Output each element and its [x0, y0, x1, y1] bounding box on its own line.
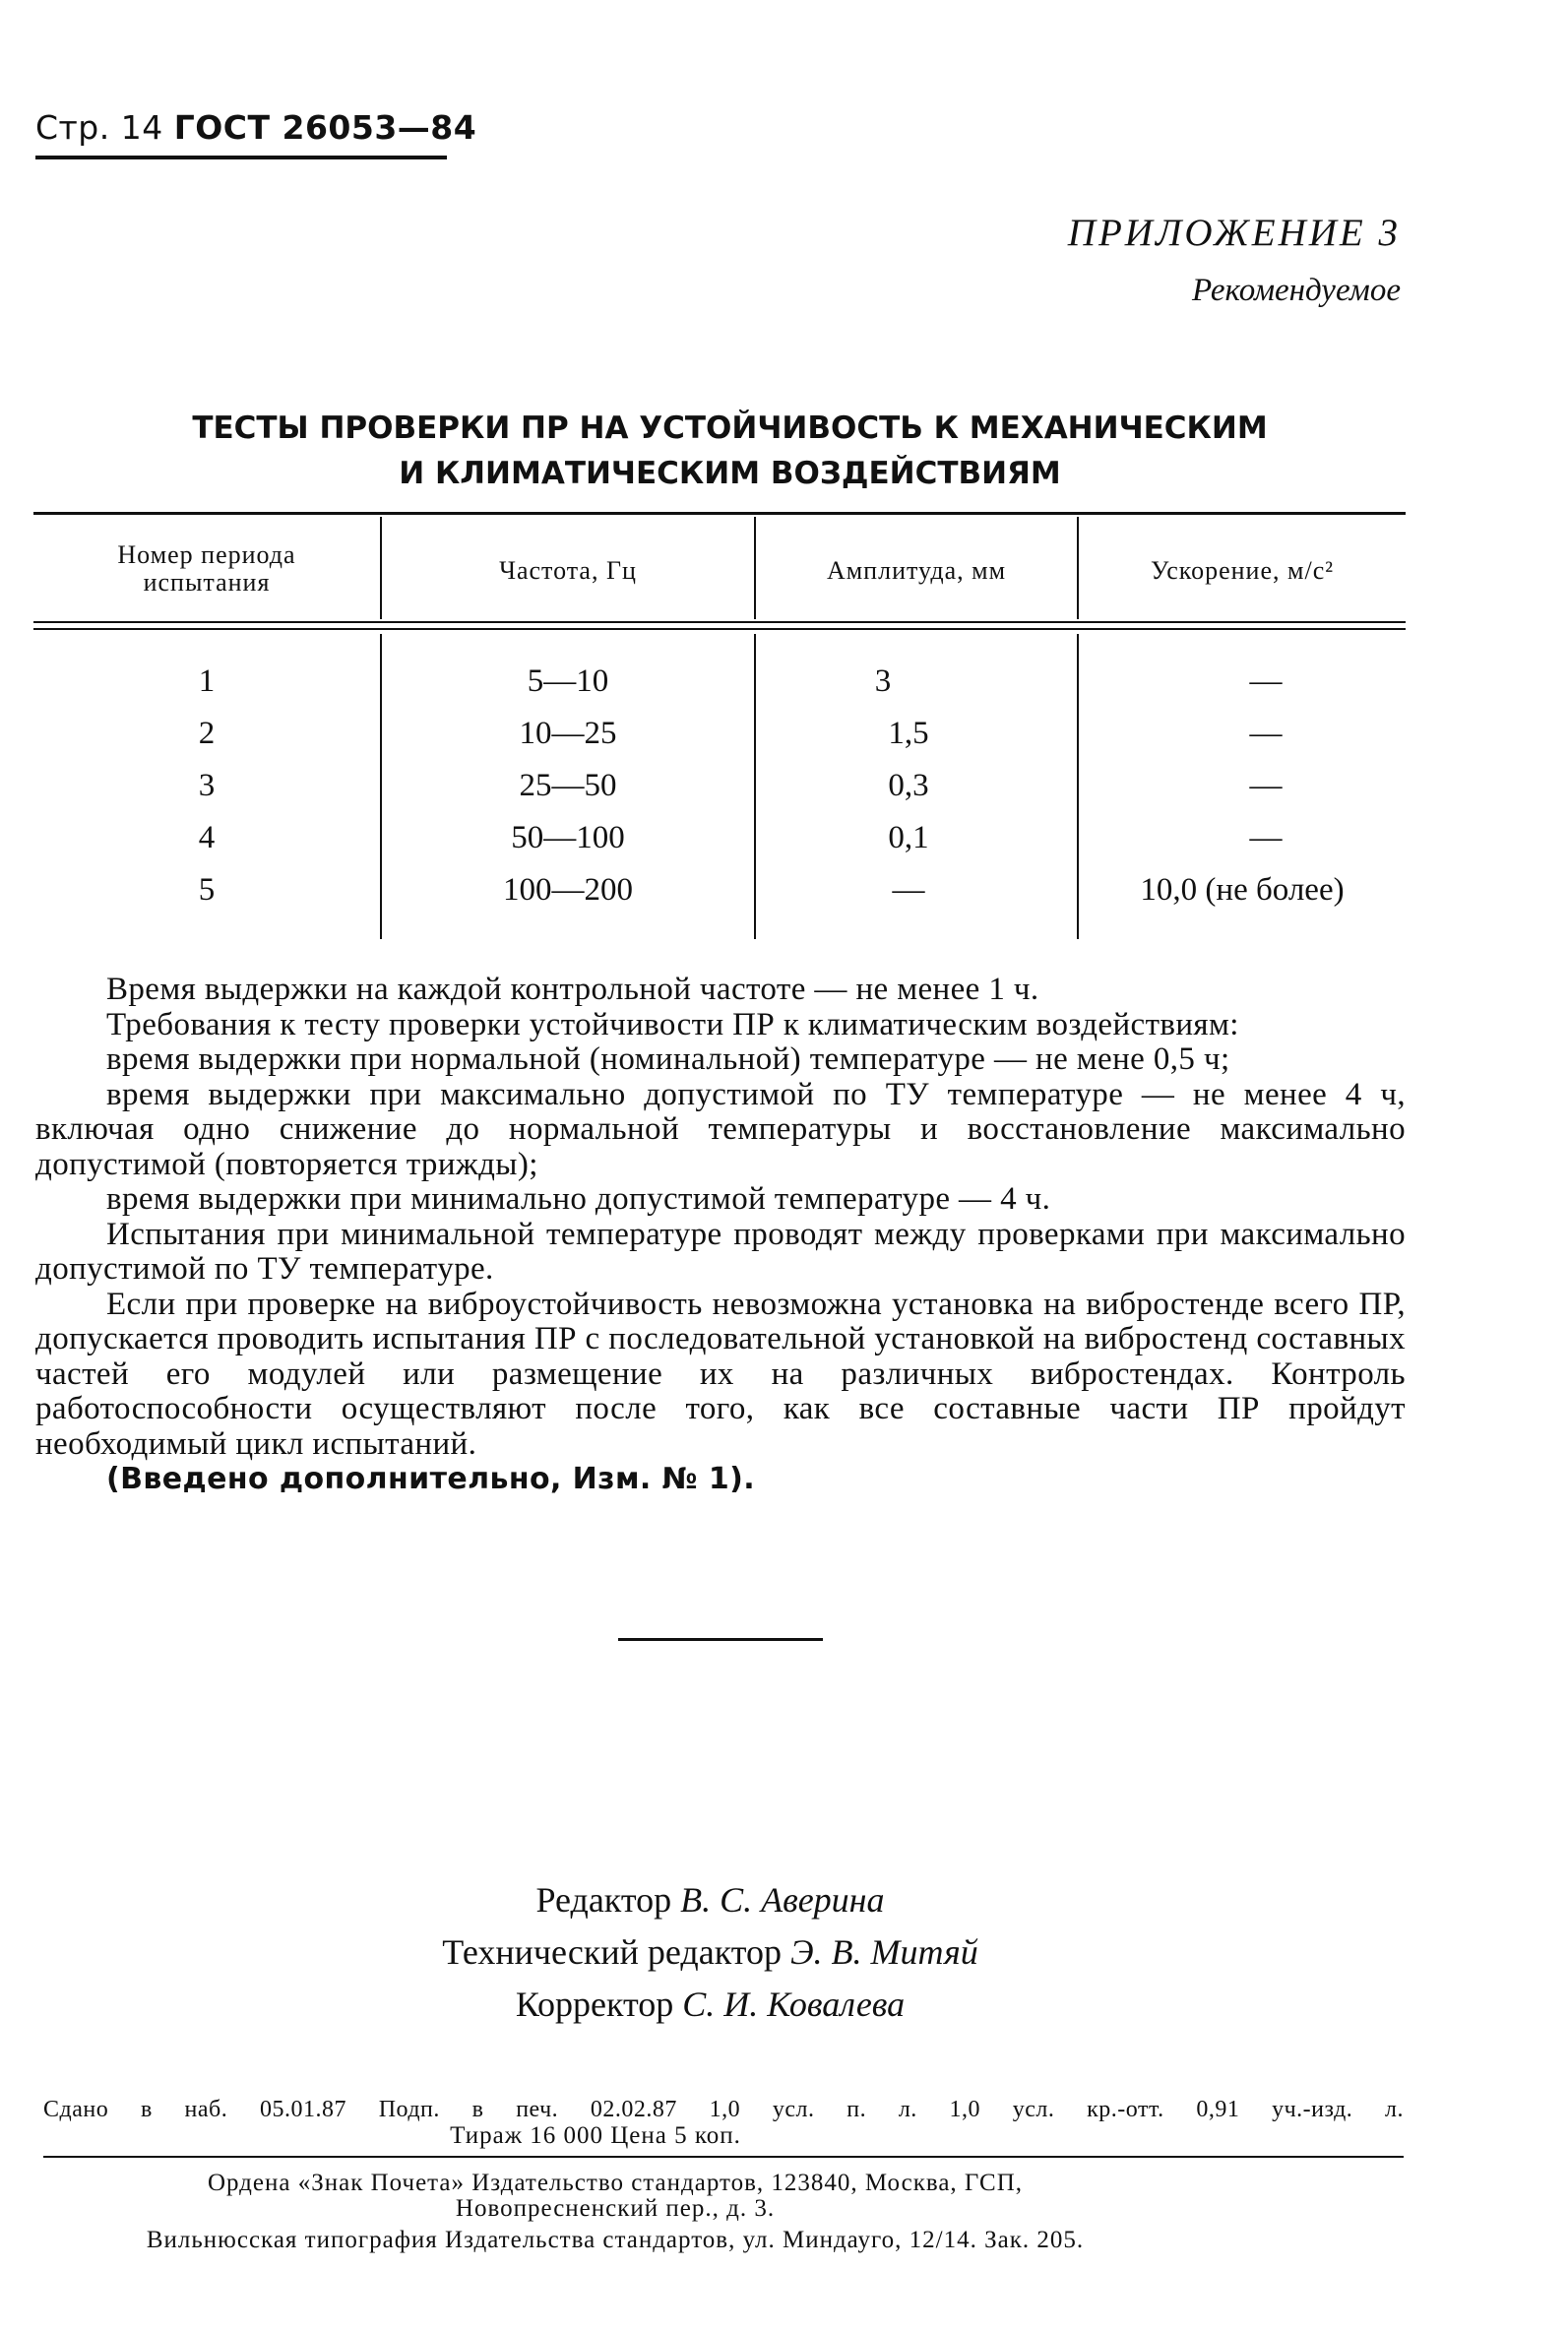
document-title: [0, 406, 1568, 496]
document-title-line2: И КЛИМАТИЧЕСКИМ ВОЗДЕЙСТВИЯМ: [399, 456, 1061, 491]
table-row: [33, 812, 1406, 864]
appendix-status: Рекомендуемое: [1191, 273, 1401, 308]
header-period: [33, 541, 380, 597]
header-period-line2: испытания: [143, 568, 271, 597]
paragraph: время выдержки при максимально допустимой по ТУ температуре — не менее 4 ч, включая одно снижение до нормальной температуры и восстановление максимально допустимой (повторяется трижды);: [35, 1076, 1406, 1182]
credits: [0, 1874, 1568, 2031]
cell-acceleration: —: [1249, 768, 1283, 803]
paragraph: Требования к тесту проверки устойчивости ПР к климатическим воздействиям:: [106, 1006, 1239, 1042]
header-amplitude: Амплитуда, мм: [826, 556, 1007, 585]
cell-frequency: 100—200: [503, 872, 633, 908]
cell-acceleration: —: [1249, 716, 1283, 751]
credit-proofreader: [0, 1979, 1568, 2031]
credit-role: Корректор: [515, 1985, 674, 2024]
imprint-line: Новопресненский пер., д. 3.: [455, 2195, 776, 2222]
paragraph: Испытания при минимальной температуре проводят между проверками при максимально допустимой по ТУ температуре.: [35, 1216, 1406, 1287]
table-row: [33, 708, 1406, 760]
page-number: Стр. 14: [35, 108, 163, 147]
table-row: [33, 864, 1406, 916]
appendix-label: [1068, 211, 1401, 309]
cell-acceleration: —: [1249, 820, 1283, 855]
cell-acceleration: 10,0 (не более): [1140, 872, 1345, 908]
cell-amplitude: 1,5: [888, 716, 929, 751]
cell-amplitude: —: [892, 872, 925, 908]
cell-frequency: 5—10: [527, 663, 609, 699]
credit-name: С. И. Ковалева: [682, 1985, 906, 2024]
cell-amplitude: 3: [874, 663, 892, 699]
cell-period: 1: [198, 663, 216, 699]
table-row: [33, 760, 1406, 812]
cell-acceleration: —: [1249, 663, 1283, 699]
appendix-title: ПРИЛОЖЕНИЕ 3: [1067, 212, 1401, 254]
cell-period: 5: [198, 872, 216, 908]
imprint-line: Тираж 16 000 Цена 5 коп.: [450, 2122, 741, 2149]
cell-frequency: 50—100: [511, 820, 625, 855]
credit-role: Редактор: [535, 1880, 672, 1920]
cell-period: 4: [198, 820, 216, 855]
imprint-line: Сдано в наб. 05.01.87 Подп. в печ. 02.02.87 1,0 усл. п. л. 1,0 усл. кр.-отт. 0,91 уч.-изд. л.: [43, 2097, 1404, 2122]
amendment-text: (Введено дополнительно, Изм. № 1).: [106, 1462, 756, 1496]
cell-period: 2: [198, 716, 216, 751]
document-title-line1: ТЕСТЫ ПРОВЕРКИ ПР НА УСТОЙЧИВОСТЬ К МЕХАНИЧЕСКИМ: [192, 410, 1268, 446]
header-period-line1: Номер периода: [117, 540, 296, 569]
table-header-rule-2: [33, 628, 1406, 630]
page-header: [35, 108, 476, 147]
cell-frequency: 25—50: [519, 768, 617, 803]
footer-rule: [43, 2156, 1404, 2158]
cell-period: 3: [198, 768, 216, 803]
header-frequency: Частота, Гц: [499, 556, 637, 585]
cell-frequency: 10—25: [519, 716, 617, 751]
section-divider: [618, 1638, 823, 1641]
imprint-line: Ордена «Знак Почета» Издательство стандартов, 123840, Москва, ГСП,: [207, 2170, 1024, 2196]
table-body: [33, 656, 1406, 916]
cell-amplitude: 0,3: [888, 768, 929, 803]
amendment-note: [35, 1462, 1406, 1497]
table-header-rule: [33, 621, 1406, 623]
cell-amplitude: 0,1: [888, 820, 929, 855]
body-text: [35, 973, 1406, 1497]
paragraph: время выдержки при минимально допустимой температуре — 4 ч.: [106, 1181, 1051, 1217]
paragraph: Если при проверке на виброустойчивость невозможна установка на вибростенде всего ПР, допускается проводить испытания ПР с последовательной установкой на вибростенд составных частей его модулей или размещение их на различных вибростендах. Контроль работоспособности осуществляют после того, как все составные части ПР пройдут необходимый цикл испытаний.: [35, 1286, 1406, 1462]
table-top-rule: [33, 512, 1406, 515]
table-row: [33, 656, 1406, 708]
header-underline: [35, 156, 447, 159]
credit-tech-editor: [0, 1926, 1568, 1979]
credit-name: В. С. Аверина: [680, 1880, 885, 1920]
imprint-line: Вильнюсская типография Издательства стандартов, ул. Миндауго, 12/14. Зак. 205.: [146, 2227, 1085, 2253]
credit-name: Э. В. Митяй: [789, 1932, 978, 1972]
credit-editor: [0, 1874, 1568, 1926]
paragraph: Время выдержки на каждой контрольной частоте — не менее 1 ч.: [106, 972, 1039, 1007]
paragraph: время выдержки при нормальной (номинальной) температуре — не мене 0,5 ч;: [106, 1041, 1230, 1077]
standard-code: ГОСТ 26053—84: [173, 108, 477, 147]
credit-role: Технический редактор: [442, 1932, 782, 1972]
header-acceleration: Ускорение, м/с²: [1150, 556, 1335, 585]
